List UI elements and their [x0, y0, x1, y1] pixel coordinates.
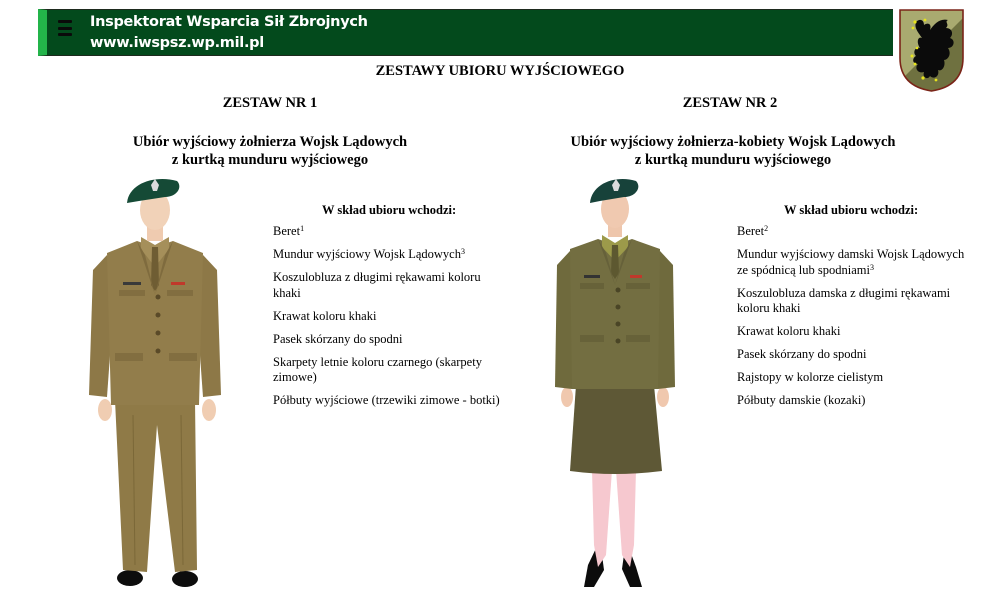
list-item: Rajstopy w kolorze cielistym [737, 370, 884, 384]
list-item: Mundur wyjściowy damski Wojsk Lądowych ze spódnicą lub spodniami$^3$ [737, 247, 965, 277]
list-item: Mundur wyjściowy Wojsk Lądowych$^3$ [273, 247, 465, 261]
list-item: Krawat koloru khaki [273, 308, 377, 323]
set-1-subtitle-line2: z kurtką munduru wyjściowego [171, 152, 369, 168]
griffin-coat-of-arms-icon [898, 8, 965, 93]
list-item: Koszulobluza z długimi rękawami koloru khaki [273, 270, 481, 300]
list-item: Koszulobluza damska z długimi rękawami koloru khaki [737, 285, 951, 315]
set-1-items-heading: W skład ubioru wchodzi: [322, 203, 457, 217]
set-2-subtitle-line1: Ubiór wyjściowy żołnierza-kobiety Wojsk Lądowych [570, 134, 896, 150]
set-1-title: ZESTAW NR 1 [222, 95, 318, 111]
set-2-item-list [737, 224, 977, 416]
list-item: Pasek skórzany do spodni [273, 331, 403, 346]
list-item: Pasek skórzany do spodni [737, 347, 867, 361]
set-1-item-list [273, 224, 508, 416]
org-name: Inspektorat Wsparcia Sił Zbrojnych [90, 14, 368, 30]
org-url[interactable]: www.iwspsz.wp.mil.pl [90, 35, 264, 51]
hamburger-menu-icon[interactable] [58, 20, 72, 36]
list-item: Skarpety letnie koloru czarnego (skarpety zimowe) [273, 354, 482, 384]
list-item: Beret$^2$ [737, 224, 769, 238]
set-2-subtitle-line2: z kurtką munduru wyjściowego [634, 152, 832, 168]
list-item: Krawat koloru khaki [737, 324, 841, 338]
list-item: Beret$^1$ [273, 224, 305, 238]
female-soldier-mannequin-figure [550, 175, 680, 599]
male-soldier-mannequin-figure [85, 175, 225, 595]
list-item: Półbuty wyjściowe (trzewiki zimowe - botki) [273, 393, 500, 407]
set-2-subtitle [533, 133, 933, 169]
set-2-items-heading: W skład ubioru wchodzi: [784, 203, 919, 217]
set-2-title: ZESTAW NR 2 [682, 95, 778, 111]
set-1-subtitle [70, 133, 470, 169]
list-item: Półbuty damskie (kozaki) [737, 393, 866, 407]
header-bar [38, 9, 893, 56]
set-1-subtitle-line1: Ubiór wyjściowy żołnierza Wojsk Lądowych [132, 134, 408, 150]
page-title: ZESTAWY UBIORU WYJŚCIOWEGO [375, 63, 625, 79]
